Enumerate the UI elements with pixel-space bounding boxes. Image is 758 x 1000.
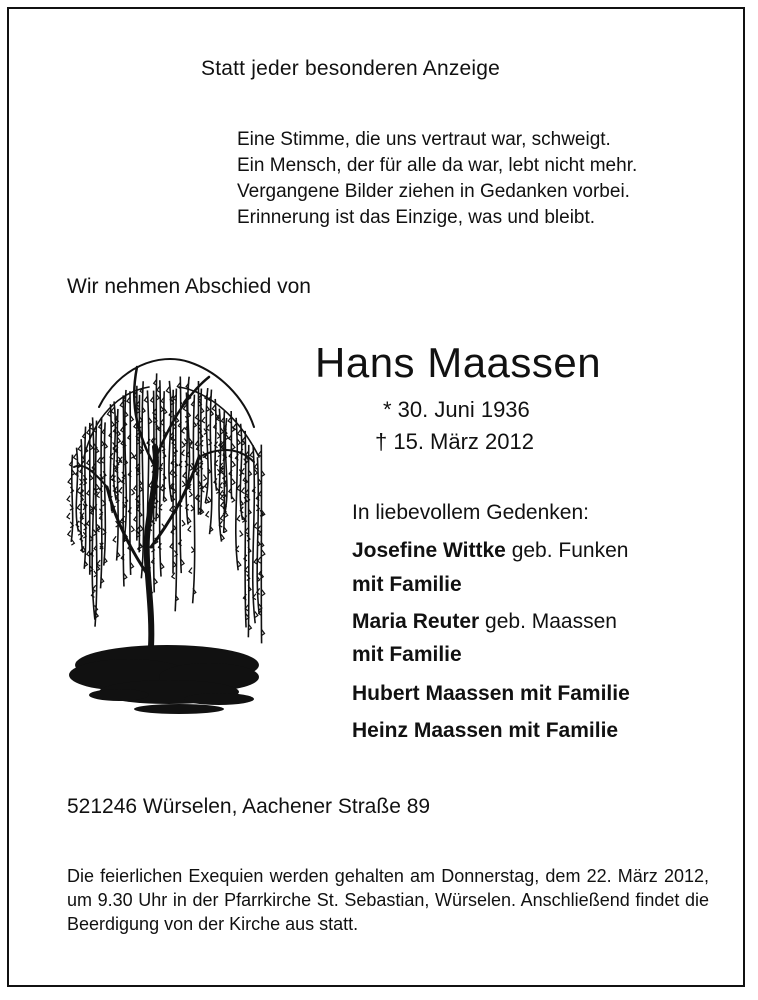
mourner-name: Josefine Wittke [352, 539, 506, 562]
mourner-name: Heinz Maassen mit Familie [352, 719, 619, 742]
obituary-frame [7, 7, 745, 987]
mourner-family: mit Familie [352, 643, 462, 666]
service-notice: Die feierlichen Exequien werden gehalten am Donnerstag, dem 22. März 2012, um 9.30 Uhr in der Pfarrkirche St. Sebastian, Würselen. Anschließend findet die Beerdigung von der Kirche aus statt. [67, 866, 709, 934]
poem-line: Erinnerung ist das Einzige, was und bleibt. [237, 207, 596, 228]
mourner-1 [352, 539, 628, 563]
death-date: † 15. März 2012 [375, 429, 534, 454]
mourner-family: mit Familie [352, 573, 462, 596]
mourner-suffix: geb. Funken [505, 539, 629, 562]
birth-date: * 30. Juni 1936 [383, 397, 530, 422]
poem-line: Vergangene Bilder ziehen in Gedanken vorbei. [237, 181, 630, 202]
mourner-suffix: geb. Maassen [479, 610, 617, 633]
mourner-2 [352, 610, 617, 634]
intro-text: Wir nehmen Abschied von [67, 275, 311, 298]
memory-heading: In liebevollem Gedenken: [352, 501, 589, 524]
poem [237, 127, 637, 231]
poem-line: Ein Mensch, der für alle da war, lebt nicht mehr. [237, 155, 638, 176]
mourner-1-line2 [352, 573, 462, 597]
mourner-name: Maria Reuter [352, 610, 480, 633]
poem-line: Eine Stimme, die uns vertraut war, schweigt. [237, 129, 611, 150]
mourner-2-line2 [352, 643, 462, 667]
weeping-willow-icon [59, 347, 274, 732]
header-line: Statt jeder besonderen Anzeige [201, 57, 501, 80]
deceased-name: Hans Maassen [315, 339, 602, 386]
address: 521246 Würselen, Aachener Straße 89 [67, 795, 431, 818]
mourner-3 [352, 682, 630, 706]
mourner-4 [352, 719, 618, 743]
mourner-name: Hubert Maassen mit Familie [352, 682, 630, 705]
